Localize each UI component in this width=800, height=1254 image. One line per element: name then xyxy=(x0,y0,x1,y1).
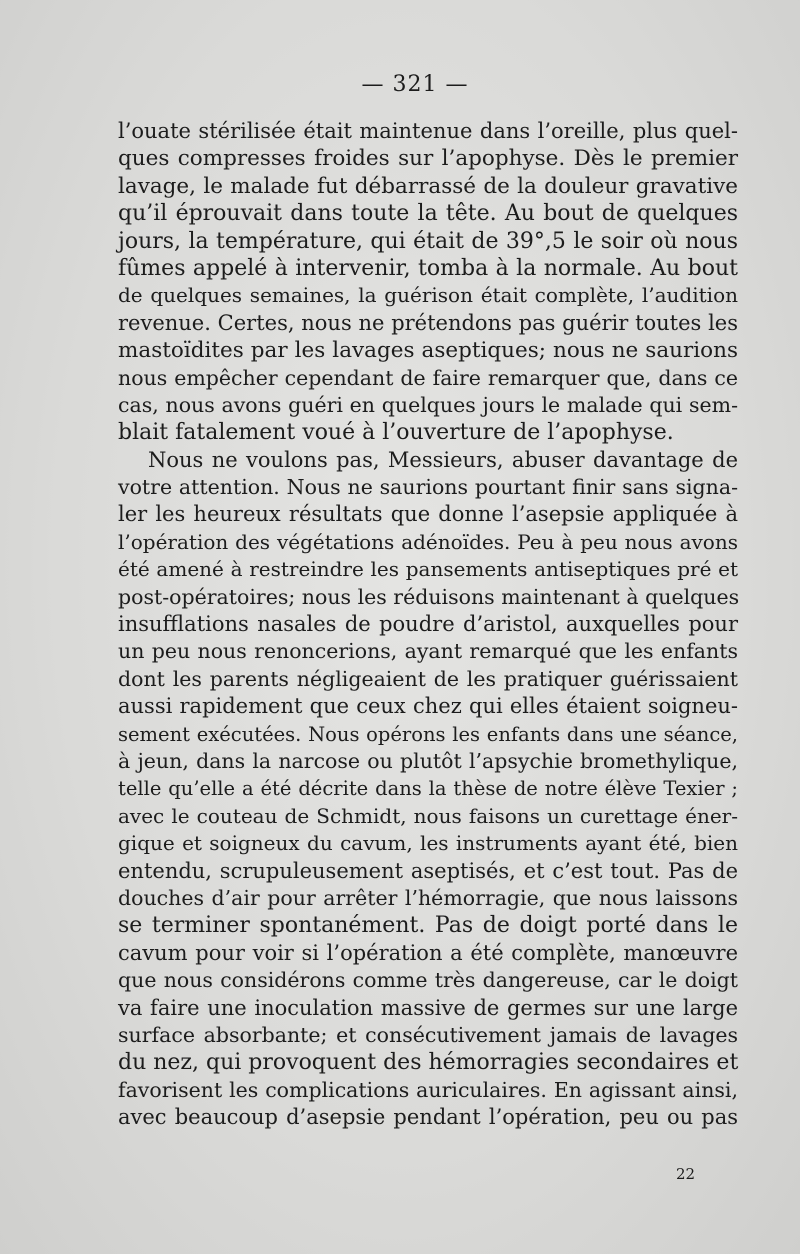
text-line: nous empêcher cependant de faire remarquer que, dans ce xyxy=(118,365,738,390)
text-line: du nez, qui provoquent des hémorragies secondaires et xyxy=(118,1050,739,1076)
text-line: telle qu’elle a été décrite dans la thèse de notre élève Texier ; xyxy=(118,777,738,801)
text-line: post-opératoires; nous les réduisons maintenant à quelques xyxy=(118,584,740,609)
text-line: cavum pour voir si l’opération a été complète, manœuvre xyxy=(118,940,738,965)
text-line: Nous ne voulons pas, Messieurs, abuser davantage de xyxy=(148,447,738,472)
text-line: que nous considérons comme très dangereuse, car le doigt xyxy=(118,968,738,993)
text-line: avec beaucoup d’asepsie pendant l’opération, peu ou pas xyxy=(118,1105,738,1130)
text-line: ler les heureux résultats que donne l’asepsie appliquée à xyxy=(118,502,738,527)
text-line: jours, la température, qui était de 39°,5 le soir où nous xyxy=(118,228,738,254)
text-line: entendu, scrupuleusement aseptisés, et c’est tout. Pas de xyxy=(118,858,738,883)
text-line: insufflations nasales de poudre d’aristol, auxquelles pour xyxy=(118,612,738,637)
text-line: lavage, le malade fut débarrassé de la douleur gravative xyxy=(118,173,738,199)
text-line: fûmes appelé à intervenir, tomba à la normale. Au bout xyxy=(118,255,738,281)
text-line: de quelques semaines, la guérison était complète, l’audition xyxy=(118,283,738,308)
text-line: qu’il éprouvait dans toute la tête. Au bout de quelques xyxy=(118,201,738,227)
text-line: se terminer spontanément. Pas de doigt porté dans le xyxy=(118,913,738,939)
text-line: gique et soigneux du cavum, les instruments ayant été, bien xyxy=(118,831,738,856)
text-line: mastoïdites par les lavages aseptiques; nous ne saurions xyxy=(118,338,738,364)
text-line: un peu nous renoncerions, ayant remarqué que les enfants xyxy=(118,639,738,664)
text-line: cas, nous avons guéri en quelques jours le malade qui sem- xyxy=(118,392,738,417)
text-line: avec le couteau de Schmidt, nous faisons un curettage éner- xyxy=(118,803,738,828)
text-line: sement exécutées. Nous opérons les enfants dans une séance, xyxy=(118,722,738,746)
text-line: à jeun, dans la narcose ou plutôt l’apsychie bromethylique, xyxy=(118,748,738,773)
text-line: revenue. Certes, nous ne prétendons pas guérir toutes les xyxy=(118,310,738,335)
text-line: l’opération des végétations adénoïdes. Peu à peu nous avons xyxy=(118,529,738,554)
text-line: aussi rapidement que ceux chez qui elles étaient soigneu- xyxy=(118,694,738,719)
body-text xyxy=(118,118,738,1131)
page-number: — 321 — xyxy=(361,72,469,97)
text-line: l’ouate stérilisée était maintenue dans l’oreille, plus quel- xyxy=(118,119,738,143)
text-line: dont les parents négligeaient de les pratiquer guérissaient xyxy=(118,666,738,691)
text-line: va faire une inoculation massive de germes sur une large xyxy=(118,995,738,1020)
text-line: douches d’air pour arrêter l’hémorragie, que nous laissons xyxy=(118,885,738,910)
text-line: été amené à restreindre les pansements antiseptiques pré et xyxy=(118,557,738,582)
text-line: ques compresses froides sur l’apophyse. Dès le premier xyxy=(118,146,738,172)
text-line: votre attention. Nous ne saurions pourtant finir sans signa- xyxy=(118,475,738,500)
text-line: surface absorbante; et consécutivement jamais de lavages xyxy=(118,1022,738,1047)
text-line: blait fatalement voué à l’ouverture de l’apophyse. xyxy=(118,420,674,446)
text-line: favorisent les complications auriculaires. En agissant ainsi, xyxy=(118,1077,738,1102)
signature-mark: 22 xyxy=(676,1165,696,1183)
